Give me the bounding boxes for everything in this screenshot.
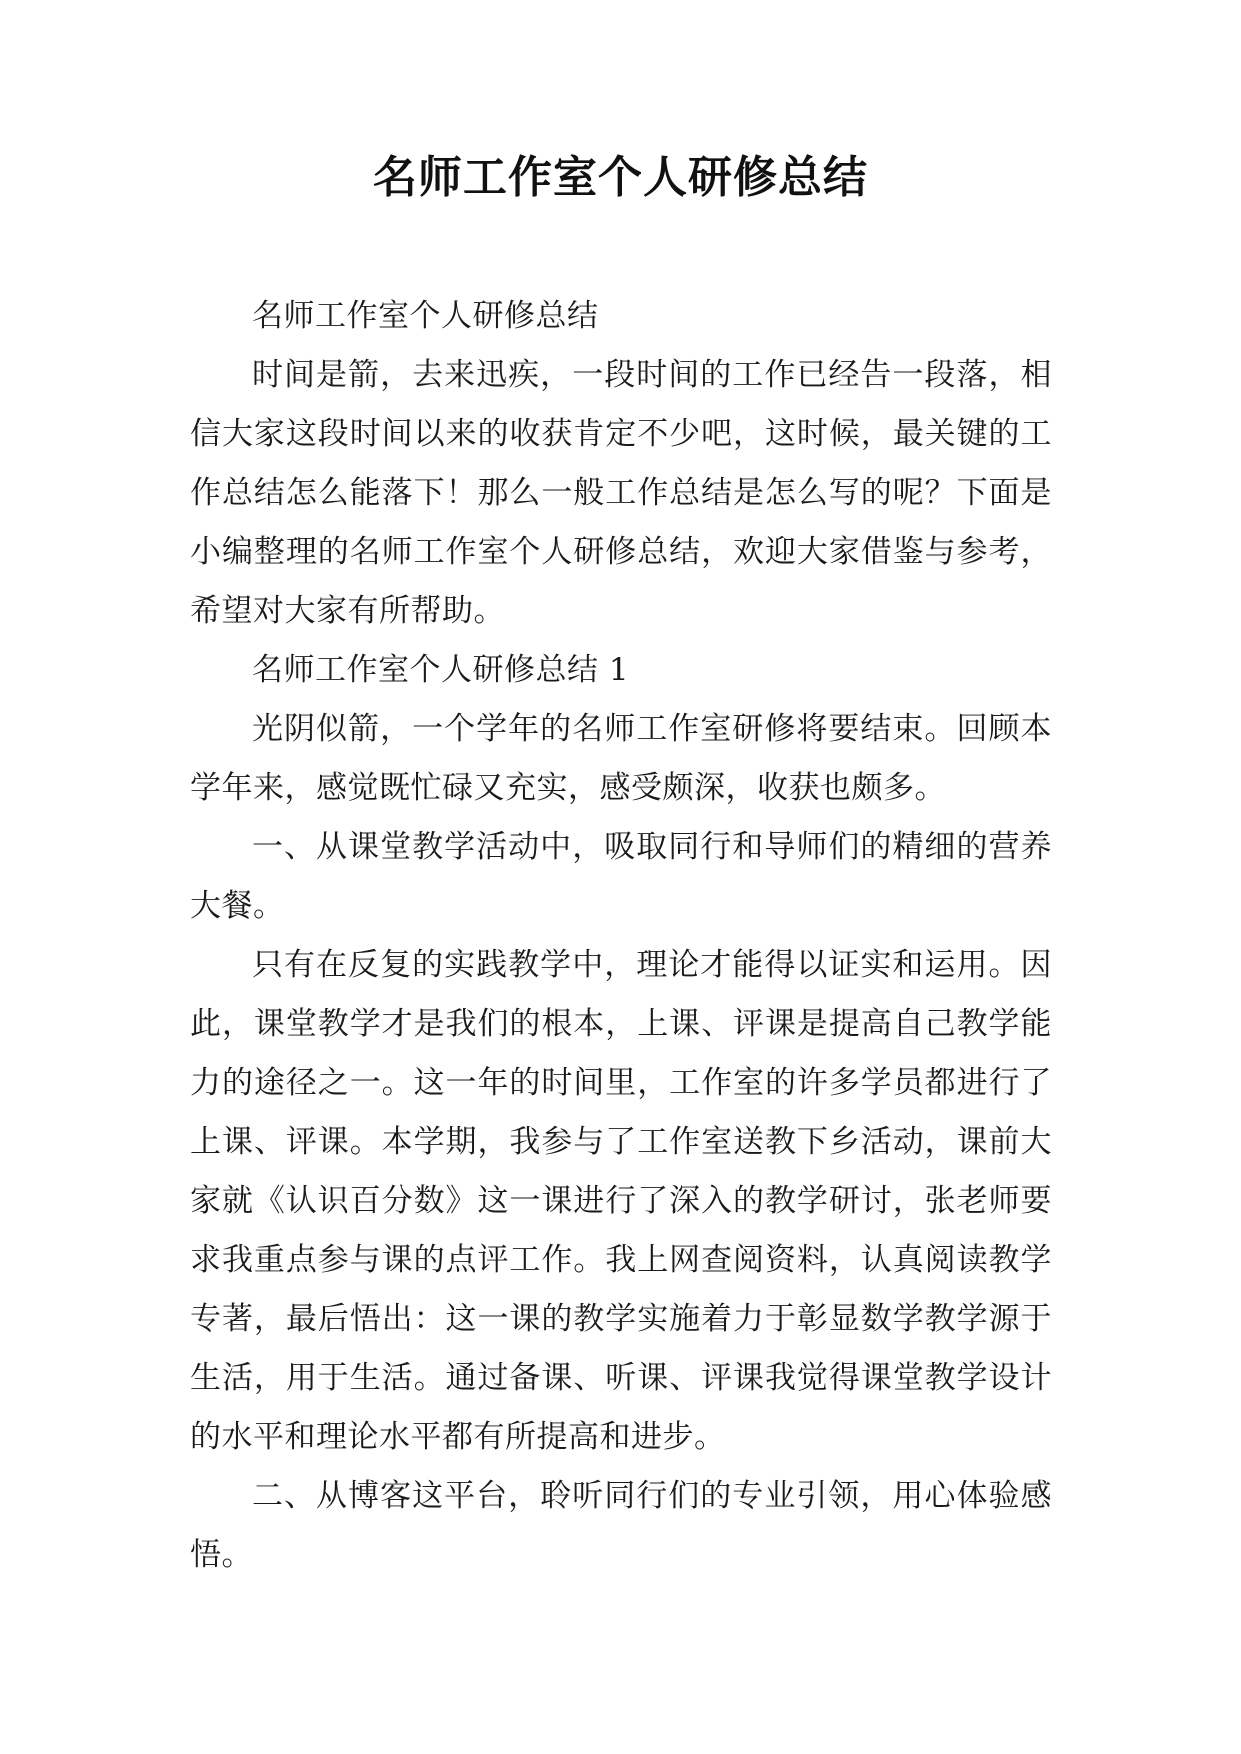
subtitle-paragraph: 名师工作室个人研修总结 (252, 298, 599, 334)
document-title: 名师工作室个人研修总结 (373, 152, 868, 203)
body-paragraph: 光阴似箭，一个学年的名师工作室研修将要结束。回顾本学年来，感觉既忙碌又充实，感受颇深，收获也颇多。 (190, 711, 1052, 806)
intro-paragraph: 时间是箭，去来迅疾，一段时间的工作已经告一段落，相信大家这段时间以来的收获肯定不少吧，这时候，最关键的工作总结怎么能落下！那么一般工作总结是怎么写的呢？下面是小编整理的名师工作室个人研修总结，欢迎大家借鉴与参考，希望对大家有所帮助。 (190, 357, 1052, 629)
section-heading: 名师工作室个人研修总结 1 (252, 652, 630, 688)
body-paragraph: 只有在反复的实践教学中，理论才能得以证实和运用。因此，课堂教学才是我们的根本，上课、评课是提高自己教学能力的途径之一。这一年的时间里，工作室的许多学员都进行了上课、评课。本学期，我参与了工作室送教下乡活动，课前大家就《认识百分数》这一课进行了深入的教学研讨，张老师要求我重点参与课的点评工作。我上网查阅资料，认真阅读教学专著，最后悟出：这一课的教学实施着力于彰显数学教学源于生活，用于生活。通过备课、听课、评课我觉得课堂教学设计的水平和理论水平都有所提高和进步。 (190, 947, 1052, 1455)
point-heading-2: 二、从博客这平台，聆听同行们的专业引领，用心体验感悟。 (190, 1478, 1052, 1573)
document-body (190, 287, 1052, 1585)
point-heading-1: 一、从课堂教学活动中，吸取同行和导师们的精细的营养大餐。 (190, 829, 1052, 924)
